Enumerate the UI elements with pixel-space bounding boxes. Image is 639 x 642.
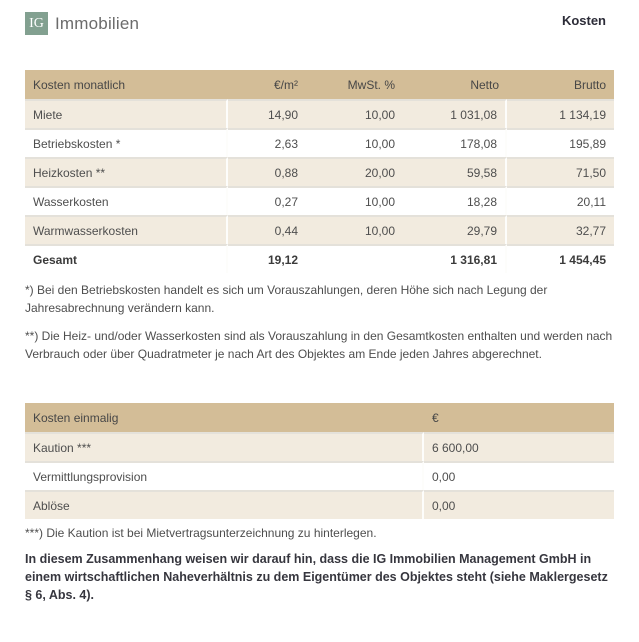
cost-netto: 59,58 <box>403 157 507 186</box>
onetime-costs-table <box>25 403 614 519</box>
total-per-m2: 19,12 <box>228 244 306 273</box>
table-row-warmwasserkosten <box>25 215 614 244</box>
footnote-kaution: ***) Die Kaution ist bei Mietvertragsunterzeichnung zu hinterlegen. <box>25 526 377 540</box>
cost-vat: 20,00 <box>306 157 403 186</box>
cost-vat: 10,00 <box>306 99 403 128</box>
total-brutto: 1 454,45 <box>507 244 614 273</box>
ig-logo-icon: IG <box>25 12 48 35</box>
table-row-kaution <box>25 432 614 461</box>
column-header-netto: Netto <box>403 70 507 99</box>
monthly-table-title: Kosten monatlich <box>25 70 228 99</box>
cost-amount: 6 600,00 <box>424 432 614 461</box>
table-row-heizkosten <box>25 157 614 186</box>
onetime-table-header-row <box>25 403 614 432</box>
cost-netto: 29,79 <box>403 215 507 244</box>
table-row-vermittlungsprovision <box>25 461 614 490</box>
cost-label: Ablöse <box>25 490 424 519</box>
cost-label: Betriebskosten * <box>25 128 228 157</box>
disclaimer-text: In diesem Zusammenhang weisen wir darauf hin, dass die IG Immobilien Management GmbH in einem wirtschaftlichen Naheverhältnis zu dem Eigentümer des Objektes steht (siehe Maklergesetz § 6, Abs. 4). <box>25 552 608 602</box>
total-label: Gesamt <box>25 244 228 273</box>
total-vat <box>306 244 403 273</box>
cost-brutto: 1 134,19 <box>507 99 614 128</box>
table-row-miete <box>25 99 614 128</box>
column-header-brutto: Brutto <box>507 70 614 99</box>
cost-netto: 178,08 <box>403 128 507 157</box>
cost-brutto: 20,11 <box>507 186 614 215</box>
cost-brutto: 71,50 <box>507 157 614 186</box>
cost-label: Kaution *** <box>25 432 424 461</box>
table-row-abloese <box>25 490 614 519</box>
cost-netto: 18,28 <box>403 186 507 215</box>
cost-label: Miete <box>25 99 228 128</box>
cost-per-m2: 14,90 <box>228 99 306 128</box>
monthly-costs-table <box>25 70 614 273</box>
table-row-wasserkosten <box>25 186 614 215</box>
cost-brutto: 195,89 <box>507 128 614 157</box>
cost-vat: 10,00 <box>306 128 403 157</box>
cost-amount: 0,00 <box>424 461 614 490</box>
page-title: Kosten <box>561 13 606 28</box>
table-row-gesamt <box>25 244 614 273</box>
onetime-table-title: Kosten einmalig <box>25 403 424 432</box>
cost-per-m2: 0,44 <box>228 215 306 244</box>
column-header-vat: MwSt. % <box>306 70 403 99</box>
total-netto: 1 316,81 <box>403 244 507 273</box>
footnote-heiz-wasserkosten: **) Die Heiz- und/oder Wasserkosten sind als Vorauszahlung in den Gesamtkosten enthalten und werden nach Verbrauch oder über Quadratmeter je nach Art des Objektes am Ende jeden Jahres abgerechnet. <box>25 329 613 361</box>
cost-per-m2: 2,63 <box>228 128 306 157</box>
cost-vat: 10,00 <box>306 186 403 215</box>
cost-brutto: 32,77 <box>507 215 614 244</box>
page-header <box>25 12 614 35</box>
footnote-betriebskosten: *) Bei den Betriebskosten handelt es sich um Vorauszahlungen, deren Höhe sich nach Legung der Jahresabrechnung verändern kann. <box>25 283 548 315</box>
cost-netto: 1 031,08 <box>403 99 507 128</box>
column-header-euro: € <box>424 403 614 432</box>
cost-amount: 0,00 <box>424 490 614 519</box>
table-row-betriebskosten <box>25 128 614 157</box>
cost-per-m2: 0,88 <box>228 157 306 186</box>
brand-name: Immobilien <box>55 13 140 33</box>
monthly-table-header-row <box>25 70 614 99</box>
cost-label: Wasserkosten <box>25 186 228 215</box>
column-header-per-m2: €/m² <box>228 70 306 99</box>
cost-per-m2: 0,27 <box>228 186 306 215</box>
cost-label: Heizkosten ** <box>25 157 228 186</box>
cost-vat: 10,00 <box>306 215 403 244</box>
cost-label: Vermittlungsprovision <box>25 461 424 490</box>
cost-label: Warmwasserkosten <box>25 215 228 244</box>
brand-logo <box>25 12 139 35</box>
